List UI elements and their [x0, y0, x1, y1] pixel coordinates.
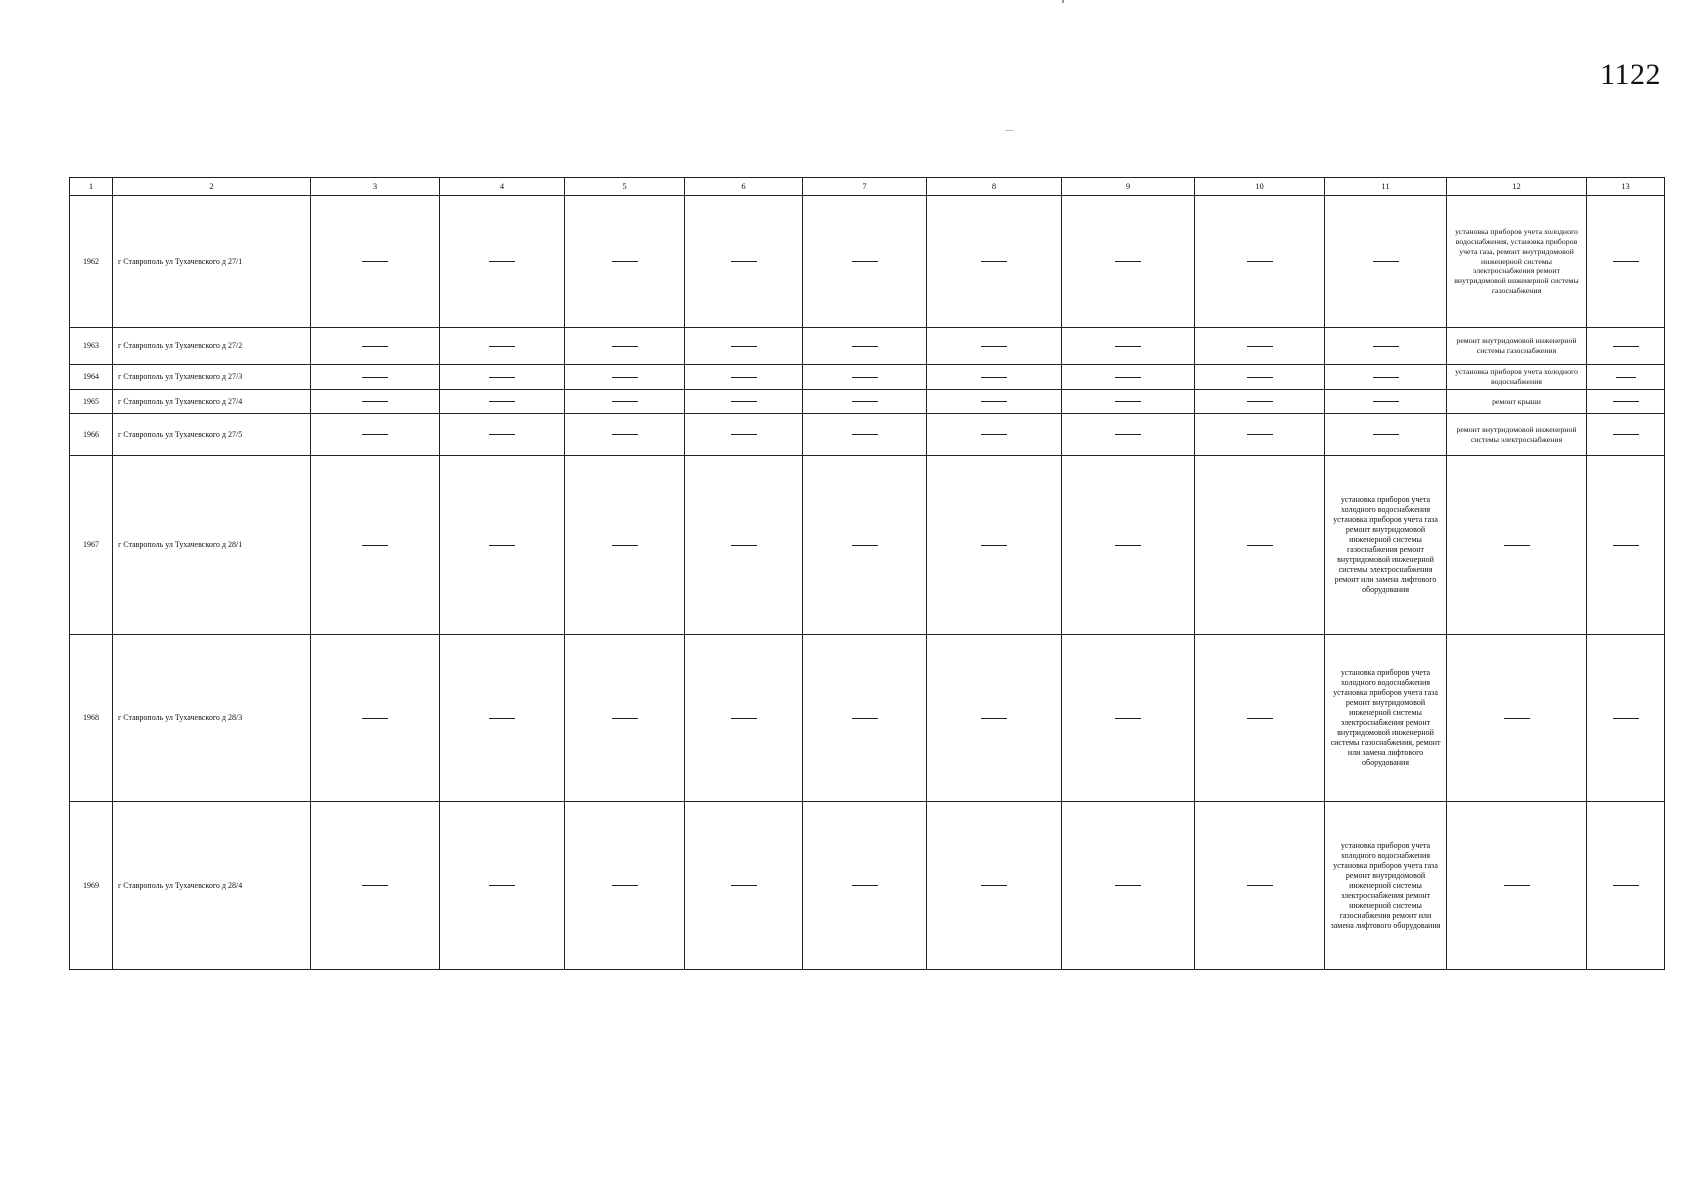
- dash-mark: [731, 545, 757, 546]
- empty-cell: [1062, 414, 1195, 456]
- dash-mark: [1247, 434, 1273, 435]
- empty-cell: [1062, 390, 1195, 414]
- dash-mark: [1115, 434, 1141, 435]
- work-description: установка приборов учета холодного водоснабжения установка приборов учета газа ремонт внутридомовой инженерной системы электроснабжения ремонт инженерной системы газоснабжения ремонт или замена лифтового оборудования: [1325, 802, 1447, 970]
- empty-cell: [565, 802, 685, 970]
- work-description: ремонт крыши: [1447, 390, 1587, 414]
- empty-cell: [685, 456, 803, 635]
- empty-cell: [440, 635, 565, 802]
- empty-cell: [565, 365, 685, 390]
- row-address: г Ставрополь ул Тухачевского д 28/1: [113, 456, 311, 635]
- column-header: 3: [311, 178, 440, 196]
- row-address: г Ставрополь ул Тухачевского д 27/3: [113, 365, 311, 390]
- empty-cell: [1587, 390, 1665, 414]
- row-address: г Ставрополь ул Тухачевского д 28/3: [113, 635, 311, 802]
- dash-mark: [612, 261, 638, 262]
- row-number: 1968: [70, 635, 113, 802]
- empty-cell: [1587, 802, 1665, 970]
- dash-mark: [1613, 346, 1639, 347]
- dash-mark: [731, 261, 757, 262]
- empty-cell: [685, 802, 803, 970]
- empty-cell: [1587, 328, 1665, 365]
- dash-mark: [1613, 261, 1639, 262]
- column-header: 2: [113, 178, 311, 196]
- row-number: 1967: [70, 456, 113, 635]
- column-header: 11: [1325, 178, 1447, 196]
- dash-mark: [1247, 885, 1273, 886]
- dash-mark: [1504, 545, 1530, 546]
- row-address: г Ставрополь ул Тухачевского д 27/1: [113, 196, 311, 328]
- empty-cell: [685, 635, 803, 802]
- dash-mark: [362, 401, 388, 402]
- dash-mark: [362, 261, 388, 262]
- column-header: 8: [927, 178, 1062, 196]
- empty-cell: [803, 414, 927, 456]
- empty-cell: [1195, 365, 1325, 390]
- dash-mark: [852, 545, 878, 546]
- empty-cell: [1062, 635, 1195, 802]
- empty-cell: [1195, 328, 1325, 365]
- dash-mark: [852, 885, 878, 886]
- dash-mark: [852, 261, 878, 262]
- dash-mark: [489, 261, 515, 262]
- column-header: 10: [1195, 178, 1325, 196]
- table-row: [70, 328, 1665, 365]
- column-header: 9: [1062, 178, 1195, 196]
- empty-cell: [311, 365, 440, 390]
- dash-mark: [852, 434, 878, 435]
- empty-cell: [565, 328, 685, 365]
- dash-mark: [1373, 434, 1399, 435]
- capital-repair-table: [69, 177, 1665, 970]
- dash-mark: [1115, 718, 1141, 719]
- empty-cell: [1062, 802, 1195, 970]
- work-description: установка приборов учета холодного водоснабжения: [1447, 365, 1587, 390]
- scan-artifact: [1062, 0, 1064, 3]
- dash-mark: [612, 885, 638, 886]
- empty-cell: [803, 196, 927, 328]
- empty-cell: [803, 390, 927, 414]
- empty-cell: [565, 390, 685, 414]
- row-number: 1962: [70, 196, 113, 328]
- dash-mark: [612, 718, 638, 719]
- empty-cell: [311, 456, 440, 635]
- dash-mark: [1504, 885, 1530, 886]
- empty-cell: [1195, 635, 1325, 802]
- dash-mark: [612, 545, 638, 546]
- dash-mark: [1504, 718, 1530, 719]
- empty-cell: [1195, 196, 1325, 328]
- empty-cell: [927, 390, 1062, 414]
- dash-mark: [852, 401, 878, 402]
- dash-mark: [981, 434, 1007, 435]
- work-description: ремонт внутридомовой инженерной системы электроснабжения: [1447, 414, 1587, 456]
- row-address: г Ставрополь ул Тухачевского д 27/4: [113, 390, 311, 414]
- dash-mark: [981, 545, 1007, 546]
- empty-cell: [1195, 414, 1325, 456]
- empty-cell: [440, 328, 565, 365]
- dash-mark: [362, 545, 388, 546]
- dash-mark: [489, 434, 515, 435]
- dash-mark: [1247, 401, 1273, 402]
- dash-mark: [1247, 261, 1273, 262]
- dash-mark: [1613, 885, 1639, 886]
- empty-cell: [685, 196, 803, 328]
- empty-cell: [311, 390, 440, 414]
- empty-cell: [1447, 635, 1587, 802]
- empty-cell: [1587, 456, 1665, 635]
- table-row: [70, 414, 1665, 456]
- dash-mark: [362, 885, 388, 886]
- empty-cell: [311, 635, 440, 802]
- table-row: [70, 802, 1665, 970]
- dash-mark: [1613, 434, 1639, 435]
- dash-mark: [981, 885, 1007, 886]
- empty-cell: [927, 196, 1062, 328]
- dash-mark: [1115, 401, 1141, 402]
- dash-mark: [852, 346, 878, 347]
- column-header: 5: [565, 178, 685, 196]
- empty-cell: [927, 456, 1062, 635]
- table-row: [70, 456, 1665, 635]
- empty-cell: [1062, 328, 1195, 365]
- row-number: 1969: [70, 802, 113, 970]
- empty-cell: [440, 456, 565, 635]
- empty-cell: [1062, 365, 1195, 390]
- empty-cell: [685, 414, 803, 456]
- empty-cell: [927, 365, 1062, 390]
- column-header: 12: [1447, 178, 1587, 196]
- empty-cell: [803, 635, 927, 802]
- dash-mark: [981, 718, 1007, 719]
- dash-mark: [981, 261, 1007, 262]
- empty-cell: [311, 414, 440, 456]
- row-address: г Ставрополь ул Тухачевского д 28/4: [113, 802, 311, 970]
- empty-cell: [927, 635, 1062, 802]
- dash-mark: [1247, 377, 1273, 378]
- empty-cell: [1325, 390, 1447, 414]
- empty-cell: [803, 456, 927, 635]
- dash-mark: [489, 401, 515, 402]
- empty-cell: [803, 365, 927, 390]
- empty-cell: [927, 802, 1062, 970]
- row-number: 1964: [70, 365, 113, 390]
- dash-mark: [1613, 401, 1639, 402]
- column-header: 6: [685, 178, 803, 196]
- row-address: г Ставрополь ул Тухачевского д 27/5: [113, 414, 311, 456]
- empty-cell: [1195, 390, 1325, 414]
- row-number: 1966: [70, 414, 113, 456]
- dash-mark: [731, 718, 757, 719]
- dash-mark: [1613, 718, 1639, 719]
- table-row: [70, 390, 1665, 414]
- empty-cell: [565, 456, 685, 635]
- dash-mark: [1115, 885, 1141, 886]
- dash-mark: [731, 346, 757, 347]
- dash-mark: [362, 434, 388, 435]
- column-number-row: [70, 178, 1665, 196]
- dash-mark: [1115, 545, 1141, 546]
- row-address: г Ставрополь ул Тухачевского д 27/2: [113, 328, 311, 365]
- dash-mark: [1115, 346, 1141, 347]
- empty-cell: [311, 328, 440, 365]
- column-header: 4: [440, 178, 565, 196]
- empty-cell: [1447, 456, 1587, 635]
- empty-cell: [440, 802, 565, 970]
- empty-cell: [440, 390, 565, 414]
- dash-mark: [1373, 401, 1399, 402]
- dash-mark: [1115, 261, 1141, 262]
- empty-cell: [1325, 365, 1447, 390]
- dash-mark: [731, 377, 757, 378]
- dash-mark: [1373, 377, 1399, 378]
- dash-mark: [852, 718, 878, 719]
- dash-mark: [981, 377, 1007, 378]
- empty-cell: [1195, 802, 1325, 970]
- dash-mark: [612, 377, 638, 378]
- dash-mark: [612, 346, 638, 347]
- dash-mark: [489, 885, 515, 886]
- work-description: установка приборов учета холодного водоснабжения установка приборов учета газа ремонт внутридомовой инженерной системы электроснабжения ремонт внутридомовой инженерной системы газоснабжения, ремонт или замена лифтового оборудования: [1325, 635, 1447, 802]
- empty-cell: [1325, 328, 1447, 365]
- dash-mark: [1616, 377, 1636, 378]
- empty-cell: [440, 196, 565, 328]
- dash-mark: [489, 545, 515, 546]
- empty-cell: [685, 390, 803, 414]
- dash-mark: [731, 885, 757, 886]
- dash-mark: [1373, 261, 1399, 262]
- empty-cell: [1325, 414, 1447, 456]
- dash-mark: [1115, 377, 1141, 378]
- empty-cell: [565, 196, 685, 328]
- empty-cell: [565, 414, 685, 456]
- empty-cell: [440, 365, 565, 390]
- dash-mark: [1613, 545, 1639, 546]
- row-number: 1963: [70, 328, 113, 365]
- empty-cell: [1062, 196, 1195, 328]
- table-row: [70, 365, 1665, 390]
- empty-cell: [1062, 456, 1195, 635]
- empty-cell: [927, 328, 1062, 365]
- dash-mark: [731, 434, 757, 435]
- empty-cell: [1587, 365, 1665, 390]
- dash-mark: [1247, 545, 1273, 546]
- empty-cell: [565, 635, 685, 802]
- dash-mark: [981, 401, 1007, 402]
- dash-mark: [612, 434, 638, 435]
- dash-mark: [489, 377, 515, 378]
- dash-mark: [1247, 346, 1273, 347]
- row-number: 1965: [70, 390, 113, 414]
- empty-cell: [685, 328, 803, 365]
- empty-cell: [803, 328, 927, 365]
- empty-cell: [1587, 196, 1665, 328]
- table-row: [70, 196, 1665, 328]
- empty-cell: [1587, 414, 1665, 456]
- dash-mark: [731, 401, 757, 402]
- empty-cell: [440, 414, 565, 456]
- empty-cell: [1325, 196, 1447, 328]
- empty-cell: [1587, 635, 1665, 802]
- dash-mark: [612, 401, 638, 402]
- dash-mark: [1247, 718, 1273, 719]
- empty-cell: [311, 802, 440, 970]
- column-header: 1: [70, 178, 113, 196]
- scan-artifact: [1005, 130, 1013, 131]
- empty-cell: [1447, 802, 1587, 970]
- empty-cell: [1195, 456, 1325, 635]
- empty-cell: [311, 196, 440, 328]
- page-number: 1122: [1600, 58, 1661, 91]
- dash-mark: [981, 346, 1007, 347]
- empty-cell: [803, 802, 927, 970]
- dash-mark: [489, 346, 515, 347]
- work-description: установка приборов учета холодного водоснабжения установка приборов учета газа ремонт внутридомовой инженерной системы газоснабжения ремонт внутридомовой инженерной системы электроснабжения ремонт или замена лифтового оборудования: [1325, 456, 1447, 635]
- empty-cell: [927, 414, 1062, 456]
- empty-cell: [685, 365, 803, 390]
- dash-mark: [362, 346, 388, 347]
- column-header: 13: [1587, 178, 1665, 196]
- dash-mark: [362, 718, 388, 719]
- work-description: ремонт внутридомовой инженерной системы газоснабжения: [1447, 328, 1587, 365]
- column-header: 7: [803, 178, 927, 196]
- dash-mark: [489, 718, 515, 719]
- dash-mark: [852, 377, 878, 378]
- dash-mark: [1373, 346, 1399, 347]
- dash-mark: [362, 377, 388, 378]
- work-description: установка приборов учета холодного водоснабжения, установка приборов учета газа, ремонт внутридомовой инженерной системы электроснабжения ремонт внутридомовой инженерной системы газоснабжения: [1447, 196, 1587, 328]
- table-row: [70, 635, 1665, 802]
